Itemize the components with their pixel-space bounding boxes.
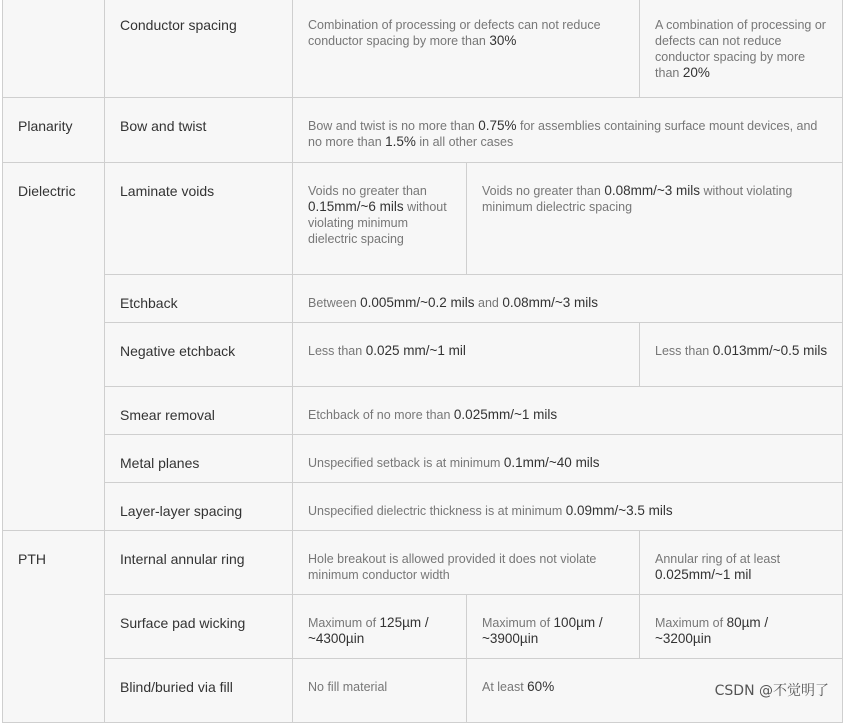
requirement-cell: Unspecified dielectric thickness is at minimum 0.09mm/~3.5 mils: [293, 483, 843, 531]
param-cell: Metal planes: [105, 435, 293, 483]
table-row: [3, 595, 843, 659]
param-cell: Blind/buried via fill: [105, 659, 293, 723]
requirement-cell: Less than 0.025 mm/~1 mil: [293, 323, 640, 387]
param-cell: Surface pad wicking: [105, 595, 293, 659]
table-row: [3, 387, 843, 435]
requirement-cell: Annular ring of at least 0.025mm/~1 mil: [640, 531, 843, 595]
requirement-cell: Combination of processing or defects can not reduce conductor spacing by more than 30%: [293, 0, 640, 98]
requirement-cell: Etchback of no more than 0.025mm/~1 mils: [293, 387, 843, 435]
table-row: [3, 275, 843, 323]
requirement-cell: At least 60%: [467, 659, 843, 723]
param-cell: Laminate voids: [105, 163, 293, 275]
param-cell: Layer-layer spacing: [105, 483, 293, 531]
requirement-cell: Maximum of 125µm / ~4300µin: [293, 595, 467, 659]
requirement-cell: Hole breakout is allowed provided it does not violate minimum conductor width: [293, 531, 640, 595]
requirement-cell: Maximum of 80µm / ~3200µin: [640, 595, 843, 659]
watermark: CSDN @不觉明了: [714, 683, 829, 699]
category-cell: Planarity: [3, 98, 105, 163]
param-cell: Smear removal: [105, 387, 293, 435]
specification-table: [2, 0, 843, 723]
category-cell: PTH: [3, 531, 105, 723]
table-row: [3, 435, 843, 483]
requirement-cell: Less than 0.013mm/~0.5 mils: [640, 323, 843, 387]
table-row: [3, 323, 843, 387]
table-row: [3, 98, 843, 163]
category-cell: [3, 0, 105, 98]
requirement-cell: Maximum of 100µm / ~3900µin: [467, 595, 640, 659]
param-cell: Internal annular ring: [105, 531, 293, 595]
param-cell: Negative etchback: [105, 323, 293, 387]
table-row: [3, 483, 843, 531]
requirement-cell: No fill material: [293, 659, 467, 723]
param-cell: Conductor spacing: [105, 0, 293, 98]
category-cell: Dielectric: [3, 163, 105, 531]
requirement-cell: Voids no greater than 0.08mm/~3 mils without violating minimum dielectric spacing: [467, 163, 843, 275]
param-cell: Etchback: [105, 275, 293, 323]
requirement-cell: Bow and twist is no more than 0.75% for assemblies containing surface mount devices, and no more than 1.5% in all other cases: [293, 98, 843, 163]
requirement-cell: A combination of processing or defects can not reduce conductor spacing by more than 20%: [640, 0, 843, 98]
requirement-cell: Unspecified setback is at minimum 0.1mm/~40 mils: [293, 435, 843, 483]
table-row: [3, 531, 843, 595]
requirement-cell: Between 0.005mm/~0.2 mils and 0.08mm/~3 mils: [293, 275, 843, 323]
table-row: [3, 163, 843, 275]
requirement-cell: Voids no greater than 0.15mm/~6 mils without violating minimum dielectric spacing: [293, 163, 467, 275]
param-cell: Bow and twist: [105, 98, 293, 163]
table-row: [3, 0, 843, 98]
